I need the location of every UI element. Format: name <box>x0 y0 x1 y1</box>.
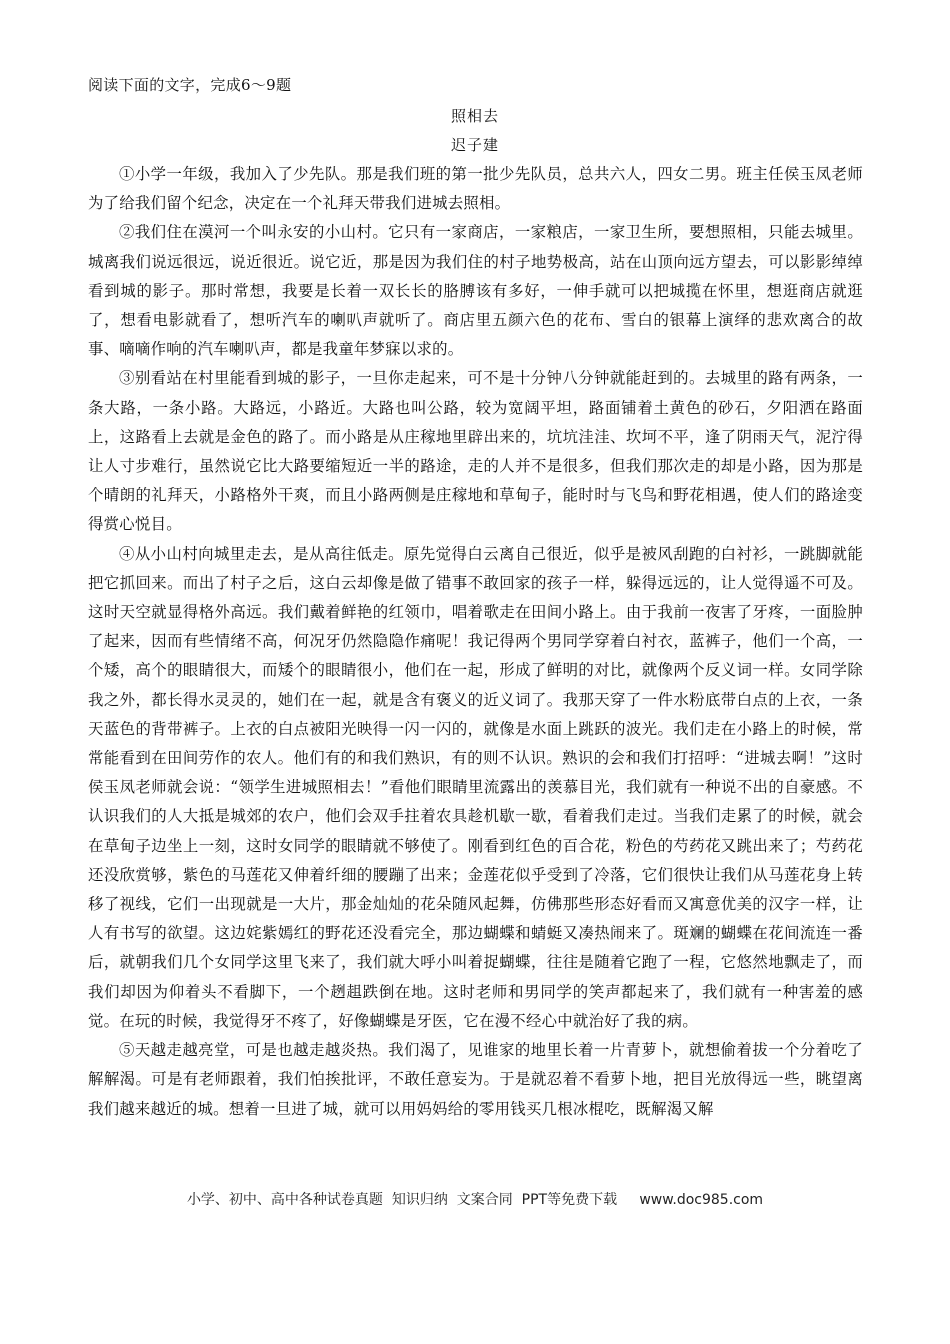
page-footer: 小学、初中、高中各种试卷真题 知识归纳 文案合同 PPT等免费下载 www.doc985.com <box>186 1192 764 1208</box>
paragraph-3: ③别看站在村里能看到城的影子，一旦你走起来，可不是十分钟八分钟就能赶到的。去城里的路有两条，一条大路，一条小路。大路远，小路近。大路也叫公路，较为宽阔平坦，路面铺着土黄色的砂石，夕阳洒在路面上，这路看上去就是金色的路了。而小路是从庄稼地里辟出来的，坑坑洼洼、坎坷不平，逢了阴雨天气，泥泞得让人寸步难行，虽然说它比大路要缩短近一半的路途，走的人并不是很多，但我们那次走的却是小路，因为那是个晴朗的礼拜天，小路格外干爽，而且小路两侧是庄稼地和草甸子，能时时与飞鸟和野花相遇，使人们的路途变得赏心悦目。 <box>88 369 863 534</box>
paragraph-1: ①小学一年级，我加入了少先队。那是我们班的第一批少先队员，总共六人，四女二男。班主任侯玉凤老师为了给我们留个纪念，决定在一个礼拜天带我们进城去照相。 <box>88 165 863 213</box>
article-title: 照相去 <box>450 107 499 125</box>
paragraph-5: ⑤天越走越亮堂，可是也越走越炎热。我们渴了，见谁家的地里长着一片青萝卜，就想偷着拔一个分着吃了解解渴。可是有老师跟着，我们怕挨批评，不敢任意妄为。于是就忍着不看萝卜地，把目光放得远一些，眺望离我们越来越近的城。想着一旦进了城，就可以用妈妈给的零用钱买几根冰棍吃，既解渴又解 <box>88 1041 863 1118</box>
article-author: 迟子建 <box>450 136 499 154</box>
paragraph-2: ②我们住在漠河一个叫永安的小山村。它只有一家商店，一家粮店，一家卫生所，要想照相，只能去城里。城离我们说远很远，说近很近。说它近，那是因为我们住的村子地势极高，站在山顶向远方望去，可以影影绰绰看到城的影子。那时常想，我要是长着一双长长的胳膊该有多好，一伸手就可以把城揽在怀里，想逛商店就逛了，想看电影就看了，想听汽车的喇叭声就听了。商店里五颜六色的花布、雪白的银幕上演绎的悲欢离合的故事、嘀嘀作响的汽车喇叭声，都是我童年梦寐以求的。 <box>88 223 863 359</box>
paragraph-4: ④从小山村向城里走去，是从高往低走。原先觉得白云离自己很近，似乎是被风刮跑的白衬衫，一跳脚就能把它抓回来。而出了村子之后，这白云却像是做了错事不敢回家的孩子一样，躲得远远的，让人觉得遥不可及。这时天空就显得格外高远。我们戴着鲜艳的红领巾，唱着歌走在田间小路上。由于我前一夜害了牙疼，一面脸肿了起来，因而有些情绪不高，何况牙仍然隐隐作痛呢！我记得两个男同学穿着白衬衣，蓝裤子，他们一个高，一个矮，高个的眼睛很大，而矮个的眼睛很小，他们在一起，形成了鲜明的对比，就像两个反义词一样。女同学除我之外，都长得水灵灵的，她们在一起，就是含有褒义的近义词了。我那天穿了一件水粉底带白点的上衣，一条天蓝色的背带裤子。上衣的白点被阳光映得一闪一闪的，就像是水面上跳跃的波光。我们走在小路上的时候，常常能看到在田间劳作的农人。他们有的和我们熟识，有的则不认识。熟识的会和我们打招呼：“进城去啊！”这时侯玉凤老师就会说：“领学生进城照相去！”看他们眼睛里流露出的羡慕目光，我们就有一种说不出的自豪感。不认识我们的人大抵是城郊的农户，他们会双手拄着农具趁机歇一歇，看着我们走过。当我们走累了的时候，就会在草甸子边坐上一刻，这时女同学的眼睛就不够使了。刚看到红色的百合花，粉色的芍药花又跳出来了；芍药花还没欣赏够，紫色的马莲花又伸着纤细的腰蹦了出来；金莲花似乎受到了冷落，它们很快让我们从马莲花身上转移了视线，它们一出现就是一大片，那金灿灿的花朵随风起舞，仿佛那些形态好看而又寓意优美的汉字一样，让人有书写的欲望。这边姹紫嫣红的野花还没看完全，那边蝴蝶和蜻蜓又凑热闹来了。斑斓的蝴蝶在花间流连一番后，就朝我们几个女同学这里飞来了，我们就大呼小叫着捉蝴蝶，往往是随着它跑了一程，它悠然地飘走了，而我们却因为仰着头不看脚下，一个趔趄跌倒在地。这时老师和男同学的笑声都起来了，我们就有一种害羞的感觉。在玩的时候，我觉得牙不疼了，好像蝴蝶是牙医，它在漫不经心中就治好了我的病。 <box>88 544 863 1030</box>
question-instruction: 阅读下面的文字，完成6～9题 <box>88 76 292 94</box>
article-body <box>88 160 863 1124</box>
